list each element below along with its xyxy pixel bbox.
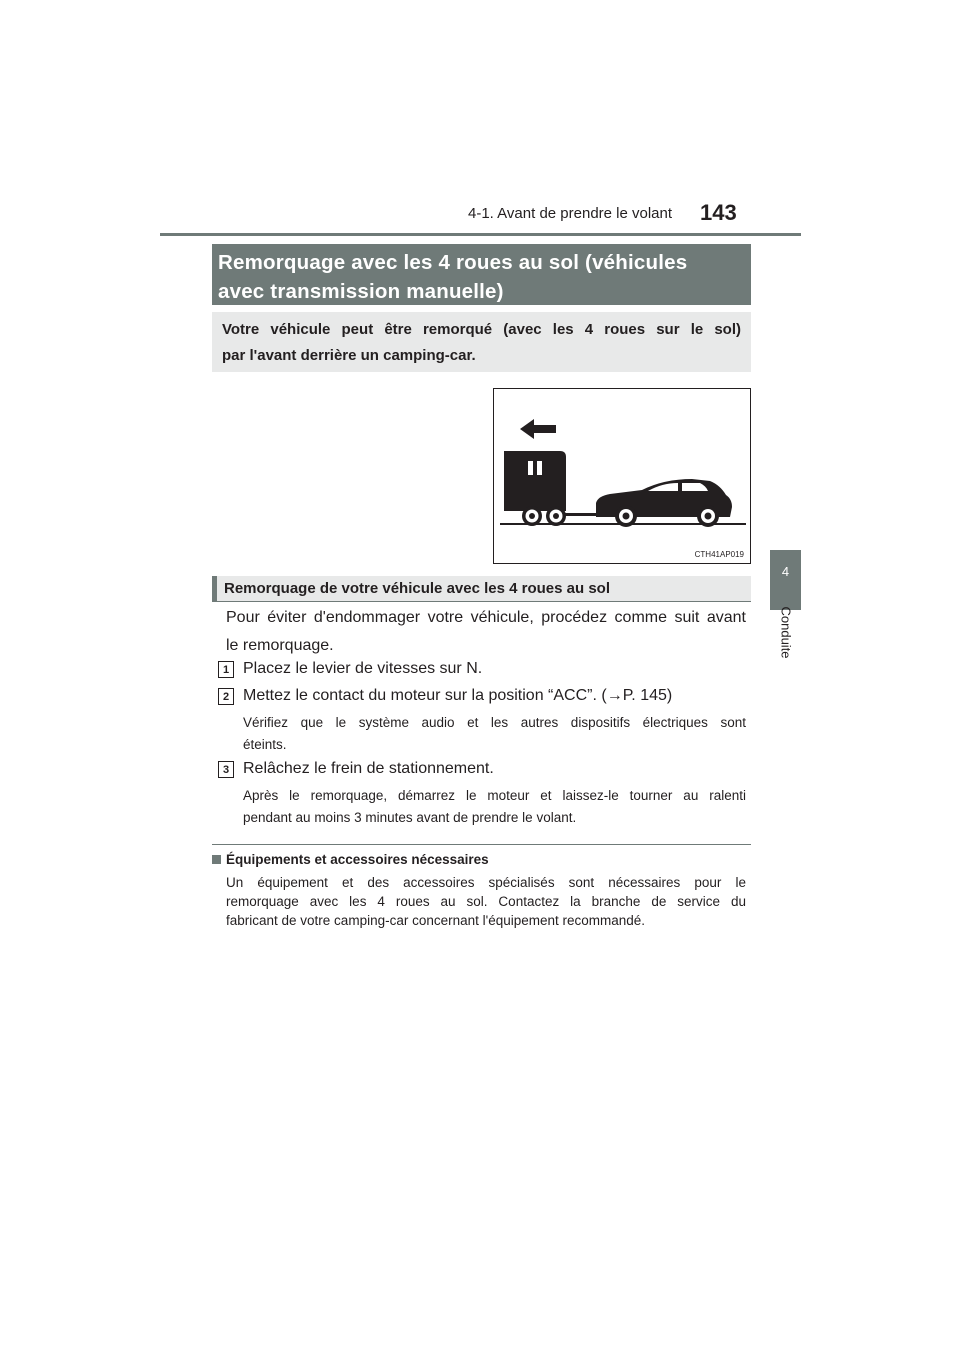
section-title-line1: Remorquage avec les 4 roues au sol (véhicules (218, 251, 688, 274)
step-3-text: Relâchez le frein de stationnement. (243, 760, 494, 777)
page-number: 143 (700, 200, 737, 225)
section-title (212, 244, 751, 305)
step-3-note-line1: Après le remorquage, démarrez le moteur et laissez-le tourner au ralenti (243, 788, 746, 803)
chapter-label: Conduite (778, 606, 794, 659)
towing-car-behind-camper-icon (494, 389, 750, 563)
note-line2: remorquage avec les 4 roues au sol. Contactez la branche de service du (226, 894, 746, 909)
chapter-number: 4 (781, 564, 790, 579)
header-rule (160, 233, 801, 236)
step-number-1: 1 (218, 661, 234, 678)
step-3-note-line2: pendant au moins 3 minutes avant de prendre le volant. (243, 810, 577, 825)
note-heading (212, 851, 489, 869)
step-2-note-line2: éteints. (243, 737, 287, 752)
illustration-code: CTH41AP019 (694, 550, 744, 559)
section-title-line2: avec transmission manuelle) (218, 280, 504, 303)
subsection-heading: Remorquage de votre véhicule avec les 4 roues au sol (212, 576, 751, 602)
step-number-2: 2 (218, 688, 234, 705)
note-line3: fabricant de votre camping-car concernant l'équipement recommandé. (226, 913, 646, 928)
note-body (226, 873, 746, 930)
intro-line1: Votre véhicule peut être remorqué (avec les 4 roues sur le sol) (222, 321, 741, 338)
step-number-3: 3 (218, 761, 234, 778)
note-heading-text: Équipements et accessoires nécessaires (226, 852, 489, 867)
running-header-section: 4-1. Avant de prendre le volant (468, 205, 673, 222)
note-separator (212, 844, 751, 845)
subsection-intro-line2: le remorquage. (226, 637, 334, 654)
note-line1: Un équipement et des accessoires spécialisés sont nécessaires pour le (226, 875, 746, 890)
step-2-text: Mettez le contact du moteur sur la position “ACC”. (→P. 145) (243, 687, 673, 704)
chapter-tab (770, 550, 801, 610)
intro-box (212, 312, 751, 372)
towing-illustration (493, 388, 751, 564)
subsection-intro-line1: Pour éviter d'endommager votre véhicule, procédez comme suit avant (226, 609, 746, 626)
intro-line2: par l'avant derrière un camping-car. (222, 347, 476, 364)
step-2-note-line1: Vérifiez que le système audio et les autres dispositifs électriques sont (243, 715, 746, 730)
bullet-square-icon (212, 855, 221, 864)
step-1-text: Placez le levier de vitesses sur N. (243, 660, 483, 677)
